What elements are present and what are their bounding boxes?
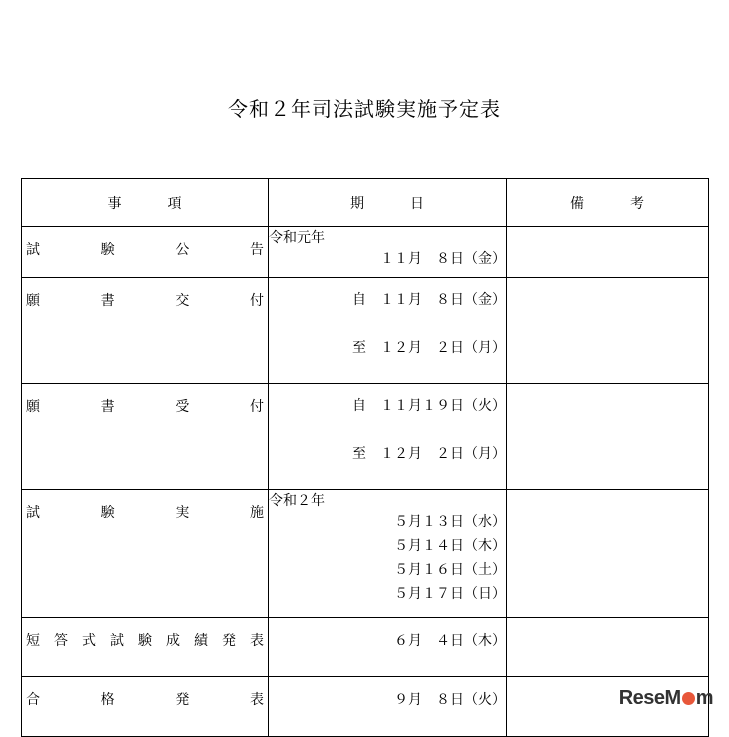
item-char: 験	[100, 505, 115, 521]
item-char: 交	[175, 293, 190, 309]
item-label	[22, 292, 268, 310]
item-label	[22, 398, 268, 416]
item-char: 願	[26, 293, 40, 309]
item-char: 試	[26, 505, 40, 521]
item-char: 試	[26, 242, 40, 258]
item-char: 発	[175, 692, 190, 708]
item-label	[22, 241, 268, 259]
era-label: 令和元年	[269, 230, 325, 246]
date-line: ５月１３日（水）	[394, 514, 506, 530]
item-char: 表	[249, 692, 264, 708]
item-char: 付	[249, 293, 264, 309]
note-cell	[507, 227, 709, 278]
item-char: 付	[249, 399, 264, 415]
note-cell	[507, 490, 709, 618]
item-char: 合	[26, 692, 40, 708]
item-char: 式	[82, 633, 96, 649]
date-line: 自 １１月１９日（火）	[352, 398, 506, 414]
date-line: ５月１６日（土）	[394, 562, 506, 578]
date-cell	[269, 677, 507, 737]
item-char: 格	[100, 692, 115, 708]
date-line: １１月 ８日（金）	[380, 251, 506, 267]
date-cell	[269, 227, 507, 278]
date-cell	[269, 278, 507, 384]
item-char: 公	[175, 242, 190, 258]
table-row	[22, 677, 709, 737]
item-char: 願	[26, 399, 40, 415]
item-char: 書	[100, 293, 115, 309]
item-cell	[22, 490, 269, 618]
item-char: 試	[110, 633, 124, 649]
era-label: 令和２年	[269, 493, 325, 509]
item-char: 告	[249, 242, 264, 258]
header-date: 期 日	[269, 179, 507, 227]
item-cell	[22, 227, 269, 278]
resemom-logo: ReseM m	[618, 687, 713, 709]
item-label	[22, 504, 268, 522]
table-row	[22, 618, 709, 677]
date-line: ６月 ４日（木）	[394, 633, 506, 649]
note-cell	[507, 278, 709, 384]
header-note: 備 考	[507, 179, 709, 227]
note-cell	[507, 384, 709, 490]
header-item: 事 項	[22, 179, 269, 227]
item-char: 施	[249, 505, 264, 521]
table-row	[22, 384, 709, 490]
item-char: 表	[250, 633, 264, 649]
item-char: 発	[222, 633, 236, 649]
date-line: ５月１７日（日）	[394, 586, 506, 602]
date-line: ５月１４日（木）	[394, 538, 506, 554]
item-cell	[22, 278, 269, 384]
date-line: 至 １２月 ２日（月）	[352, 340, 506, 356]
date-line: 至 １２月 ２日（月）	[352, 446, 506, 462]
note-cell	[507, 618, 709, 677]
table-header-row	[22, 179, 709, 227]
item-char: 書	[100, 399, 115, 415]
date-cell	[269, 490, 507, 618]
item-char: 受	[175, 399, 190, 415]
logo-dot-icon	[682, 692, 695, 705]
table-row	[22, 278, 709, 384]
item-char: 験	[138, 633, 152, 649]
page-title: 令和２年司法試験実施予定表	[228, 97, 501, 121]
item-char: 短	[26, 633, 40, 649]
item-char: 実	[175, 505, 190, 521]
item-char: 答	[54, 633, 68, 649]
table-row	[22, 490, 709, 618]
item-char: 験	[100, 242, 115, 258]
item-char: 績	[194, 633, 208, 649]
table-row	[22, 227, 709, 278]
item-cell	[22, 384, 269, 490]
item-char: 成	[166, 633, 180, 649]
item-cell	[22, 618, 269, 677]
schedule-table	[21, 178, 709, 737]
date-line: ９月 ８日（火）	[394, 692, 506, 708]
item-cell	[22, 677, 269, 737]
date-cell	[269, 384, 507, 490]
date-cell	[269, 618, 507, 677]
item-label	[22, 632, 268, 650]
date-line: 自 １１月 ８日（金）	[352, 292, 506, 308]
item-label	[22, 691, 268, 709]
